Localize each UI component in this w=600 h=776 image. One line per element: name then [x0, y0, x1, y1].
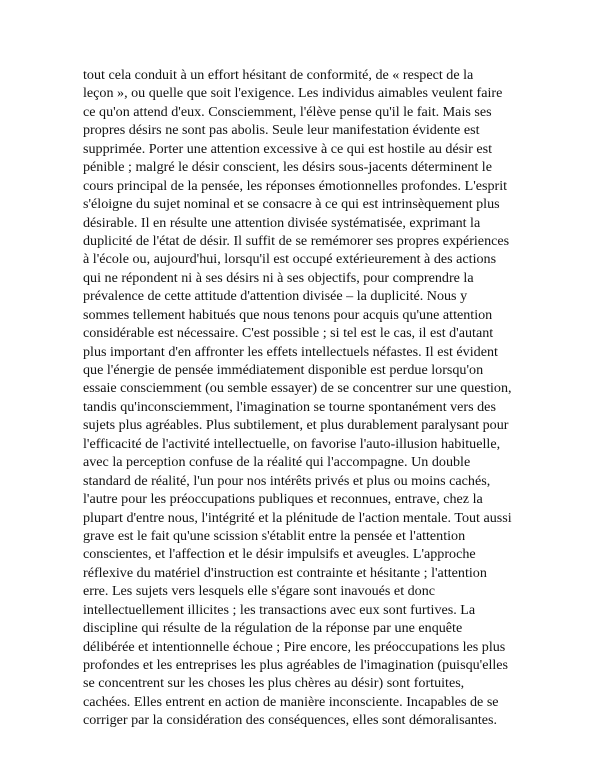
text-line: considérable est nécessaire. C'est possible ; si tel est le cas, il est d'autant	[83, 325, 494, 342]
text-line: corriger par la considération des conséquences, elles sont démoralisantes.	[83, 712, 498, 729]
body-paragraph	[83, 66, 523, 730]
text-line: l'efficacité de l'activité intellectuelle, on favorise l'auto-illusion habituelle,	[83, 435, 501, 452]
text-line: que l'énergie de pensée immédiatement disponible est perdue lorsqu'on	[83, 362, 484, 378]
text-line: avec la perception confuse de la réalité qui l'accompagne. Un double	[83, 454, 471, 471]
text-line: conscientes, et l'affection et le désir impulsifs et aveugles. L'approche	[83, 546, 476, 563]
text-line: tandis qu'inconsciemment, l'imagination se tourne spontanément vers des	[83, 398, 496, 415]
text-line: intellectuellement illicites ; les transactions avec eux sont furtives. La	[83, 601, 476, 618]
text-line: plus important d'en affronter les effets intellectuels néfastes. Il est évident	[83, 343, 498, 360]
text-line: prévalence de cette attitude d'attention divisée – la duplicité. Nous y	[83, 288, 468, 305]
text-line: erre. Les sujets vers lesquels elle s'égare sont inavoués et donc	[83, 583, 436, 600]
text-line: qui ne répondent ni à ses désirs ni à ses objectifs, pour comprendre la	[83, 269, 474, 286]
text-line: tout cela conduit à un effort hésitant de conformité, de « respect de la	[83, 67, 474, 83]
text-line: pénible ; malgré le désir conscient, les désirs sous-jacents déterminent le	[83, 159, 492, 176]
text-line: duplicité de l'état de désir. Il suffit de se remémorer ses propres expériences	[83, 232, 510, 249]
text-line: désirable. Il en résulte une attention divisée systématisée, exprimant la	[83, 214, 481, 231]
text-line: propres désirs ne sont pas abolis. Seule leur manifestation évidente est	[83, 122, 480, 139]
text-line: ce qu'on attend d'eux. Consciemment, l'élève pense qu'il le fait. Mais ses	[83, 103, 492, 120]
text-line: à l'école ou, aujourd'hui, lorsqu'il est occupé extérieurement à des actions	[83, 251, 497, 268]
text-line: essaie consciemment (ou semble essayer) de se concentrer sur une question,	[83, 380, 512, 397]
text-line: réflexive du matériel d'instruction est contrainte et hésitante ; l'attention	[83, 564, 487, 581]
text-line: cachées. Elles entrent en action de manière inconsciente. Incapables de se	[83, 693, 499, 710]
text-line: cours principal de la pensée, les réponses émotionnelles profondes. L'esprit	[83, 177, 508, 194]
text-line: s'éloigne du sujet nominal et se consacre à ce qui est intrinsèquement plus	[83, 196, 500, 213]
text-line: standard de réalité, l'un pour nos intérêts privés et plus ou moins cachés,	[83, 472, 491, 489]
text-line: grave est le fait qu'une scission s'établit entre la pensée et l'attention	[83, 527, 466, 544]
text-line: profondes et les entreprises les plus agréables de l'imagination (puisqu'elles	[83, 657, 509, 673]
text-line: supprimée. Porter une attention excessive à ce qui est hostile au désir est	[83, 140, 492, 157]
text-line: l'autre pour les préoccupations publiques et reconnues, entrave, chez la	[83, 491, 483, 508]
text-line: sommes tellement habitués que nous tenons pour acquis qu'une attention	[83, 306, 493, 323]
text-line: leçon », ou quelle que soit l'exigence. Les individus aimables veulent faire	[83, 85, 503, 102]
text-line: se concentrent sur les choses les plus chères au désir) sont fortuites,	[83, 675, 465, 692]
text-line: délibérée et intentionnelle échoue ; Pire encore, les préoccupations les plus	[83, 638, 506, 655]
text-line: discipline qui résulte de la régulation de la réponse par une enquête	[83, 620, 463, 637]
text-line: sujets plus agréables. Plus subtilement, et plus durablement paralysant pour	[83, 417, 509, 434]
text-line: plupart d'entre nous, l'intégrité et la plénitude de l'action mentale. Tout aussi	[83, 509, 512, 526]
